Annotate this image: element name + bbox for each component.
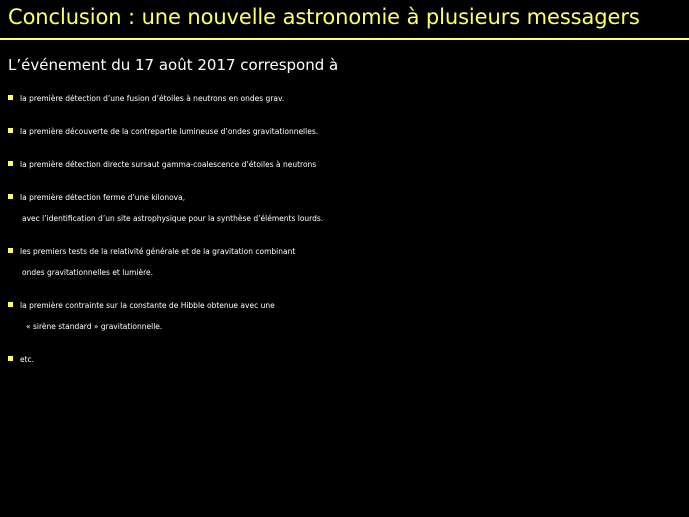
bullet-text: la première détection directe sursaut gamma-coalescence d’étoiles à neutrons — [20, 160, 317, 169]
bullet-text: etc. — [20, 355, 35, 364]
bullet-text: les premiers tests de la relativité générale et de la gravitation combinant — [20, 247, 296, 256]
bullet-text: la première détection ferme d’une kilonova, — [20, 193, 186, 202]
title-divider — [0, 38, 689, 40]
list-item — [8, 349, 688, 370]
list-item — [8, 187, 688, 229]
bullet-square-icon — [8, 161, 13, 166]
bullet-text: la première découverte de la contrepartie lumineuse d’ondes gravitationnelles. — [20, 127, 319, 136]
bullet-text: la première contrainte sur la constante de Hibble obtenue avec une — [20, 301, 275, 310]
bullet-square-icon — [8, 95, 13, 100]
bullet-square-icon — [8, 128, 13, 133]
bullet-square-icon — [8, 194, 13, 199]
bullet-square-icon — [8, 302, 13, 307]
list-item — [8, 295, 688, 337]
bullet-square-icon — [8, 356, 13, 361]
list-item — [8, 154, 688, 175]
bullet-text-continued: avec l’identification d’un site astrophysique pour la synthèse d’éléments lourds. — [22, 214, 324, 223]
list-item — [8, 121, 688, 142]
bullet-text-continued: « sirène standard » gravitationnelle. — [26, 322, 163, 331]
list-item — [8, 88, 688, 109]
slide-title: Conclusion : une nouvelle astronomie à plusieurs messagers — [8, 5, 640, 29]
intro-text: L’événement du 17 août 2017 correspond à — [8, 56, 339, 74]
bullet-list — [8, 88, 688, 370]
list-item — [8, 241, 688, 283]
bullet-text: la première détection d’une fusion d’étoiles à neutrons en ondes grav. — [20, 94, 285, 103]
bullet-text-continued: ondes gravitationnelles et lumière. — [22, 268, 154, 277]
bullet-square-icon — [8, 248, 13, 253]
